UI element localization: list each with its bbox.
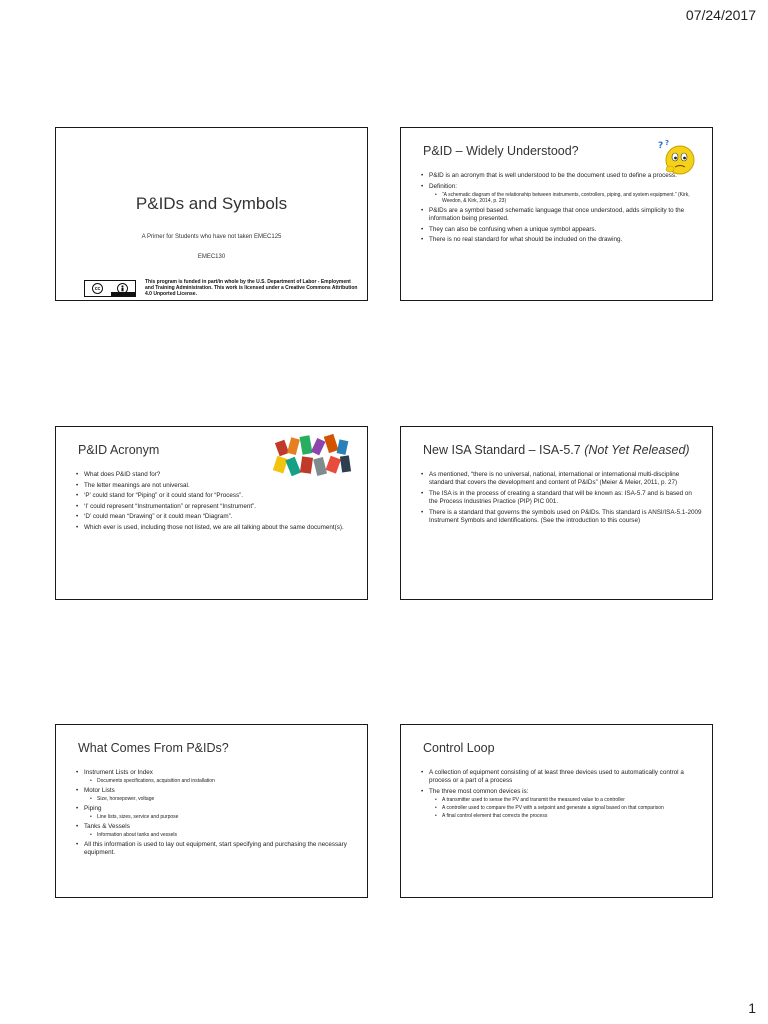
list-item <box>76 805 357 821</box>
thinking-smiley-icon <box>656 138 696 176</box>
sub-bullet-list <box>84 814 357 820</box>
list-item-label: Piping <box>84 805 102 812</box>
sub-list-item: • A final control element that corrects the process <box>435 813 702 819</box>
list-item: • There is no real standard for what should be included on the drawing. <box>421 236 702 244</box>
bullet-list <box>421 172 702 247</box>
slide-title <box>423 443 690 457</box>
slide-what-comes-from-pids <box>55 724 368 898</box>
list-item: • The ISA is in the process of creating a standard that will be known as: ISA-5.7 and is based on the Process Industries Practice (PIP) PIC 001. <box>421 490 702 506</box>
list-item-label: Tanks & Vessels <box>84 823 130 830</box>
presentation-subtitle: A Primer for Students who have not taken EMEC125 <box>141 234 282 240</box>
print-date: 07/24/2017 <box>685 7 756 23</box>
slide-title: Control Loop <box>423 741 495 755</box>
slide-title: What Comes From P&IDs? <box>78 741 229 755</box>
bullet-list <box>76 769 357 860</box>
cc-circle-icon: cc <box>92 283 103 294</box>
creative-commons-by-icon <box>84 280 136 297</box>
sub-list-item: • Documents specifications, acquisition and installation <box>90 778 357 784</box>
svg-text:?: ? <box>665 139 670 147</box>
presentation-title: P&IDs and Symbols <box>135 194 288 213</box>
sub-bullet-list <box>84 796 357 802</box>
list-item: • There is a standard that governs the symbols used on P&IDs. This standard is ANSI/ISA-5.1-2009 Instrument Symbols and Identifications. (See the introduction to this course) <box>421 509 702 525</box>
sub-list-item: • Size, horsepower, voltage <box>90 796 357 802</box>
list-item-label: Definition: <box>429 182 458 190</box>
list-item-label: The three most common devices is: <box>429 787 529 795</box>
cc-by-strip <box>111 292 135 296</box>
bullet-list <box>421 769 702 822</box>
list-item: • As mentioned, “there is no universal, national, international or international multi-discipline standard that covers the development and content of P&IDs” (Meier & Meier, 2011, p. 27) <box>421 471 702 487</box>
funding-notice: This program is funded in part/in whole by the U.S. Department of Labor - Employment and Training Administration. This work is licensed under a Creative Commons Attribution 4.0 Unported License. <box>145 279 358 298</box>
list-item: • ‘P’ could stand for “Piping” or it could stand for “Process”. <box>76 492 357 500</box>
slide-pid-acronym <box>55 426 368 600</box>
list-item: • They can also be confusing when a unique symbol appears. <box>421 226 702 234</box>
svg-text:?: ? <box>658 141 664 151</box>
slide-title: P&ID Acronym <box>78 443 160 457</box>
bullet-list <box>421 471 702 527</box>
sub-list-item: • A controller used to compare the PV with a setpoint and generate a signal based on that comparison <box>435 805 702 811</box>
list-item: • All this information is used to lay out equipment, start specifying and purchasing the necessary equipment. <box>76 841 357 857</box>
list-item: • P&ID is an acronym that is well understood to be the document used to define a process. <box>421 172 702 180</box>
list-item <box>76 823 357 839</box>
list-item: • ‘I’ could represent “Instrumentation” or represent “Instrument”. <box>76 503 357 511</box>
list-item: • A collection of equipment consisting of at least three devices used to automatically control a process or a part of a process <box>421 769 702 785</box>
sub-list-item: • “A schematic diagram of the relationship between instruments, controllers, piping, and system equipment.” (Kirk, Weedon, & Kirk, 2014, p. 23) <box>435 192 702 205</box>
slide-control-loop <box>400 724 713 898</box>
list-item <box>76 769 357 785</box>
list-item-label: Instrument Lists or Index <box>84 769 153 776</box>
sub-bullet-list <box>84 778 357 784</box>
list-item <box>76 787 357 803</box>
course-code: EMEC130 <box>197 254 226 260</box>
list-item-label: Motor Lists <box>84 787 115 794</box>
sub-list-item: • Information about tanks and vessels <box>90 832 357 838</box>
list-item: • Which ever is used, including those not listed, we are all talking about the same document(s). <box>76 524 357 532</box>
slide-title-status: (Not Yet Released) <box>584 443 690 457</box>
slide-widely-understood <box>400 127 713 301</box>
list-item: • What does P&ID stand for? <box>76 471 357 479</box>
sub-bullet-list <box>429 797 702 819</box>
bullet-list <box>76 471 357 535</box>
sub-bullet-list <box>84 832 357 838</box>
page-number: 1 <box>748 1000 756 1016</box>
sub-bullet-list <box>429 192 702 205</box>
list-item <box>421 788 702 819</box>
slide-title: P&ID – Widely Understood? <box>423 144 579 158</box>
list-item: • The letter meanings are not universal. <box>76 482 357 490</box>
slide-title-page <box>55 127 368 301</box>
slide-title-main: New ISA Standard – ISA-5.7 <box>423 443 585 457</box>
list-item <box>421 183 702 205</box>
slide-isa-standard <box>400 426 713 600</box>
list-item: • ‘D’ could mean “Drawing” or it could mean “Diagram”. <box>76 513 357 521</box>
list-item: • P&IDs are a symbol based schematic language that once understood, adds simplicity to the information being presented. <box>421 207 702 223</box>
sub-list-item: • A transmitter used to sense the PV and transmit the measured value to a controller <box>435 797 702 803</box>
sub-list-item: • Line lists, sizes, service and purpose <box>90 814 357 820</box>
